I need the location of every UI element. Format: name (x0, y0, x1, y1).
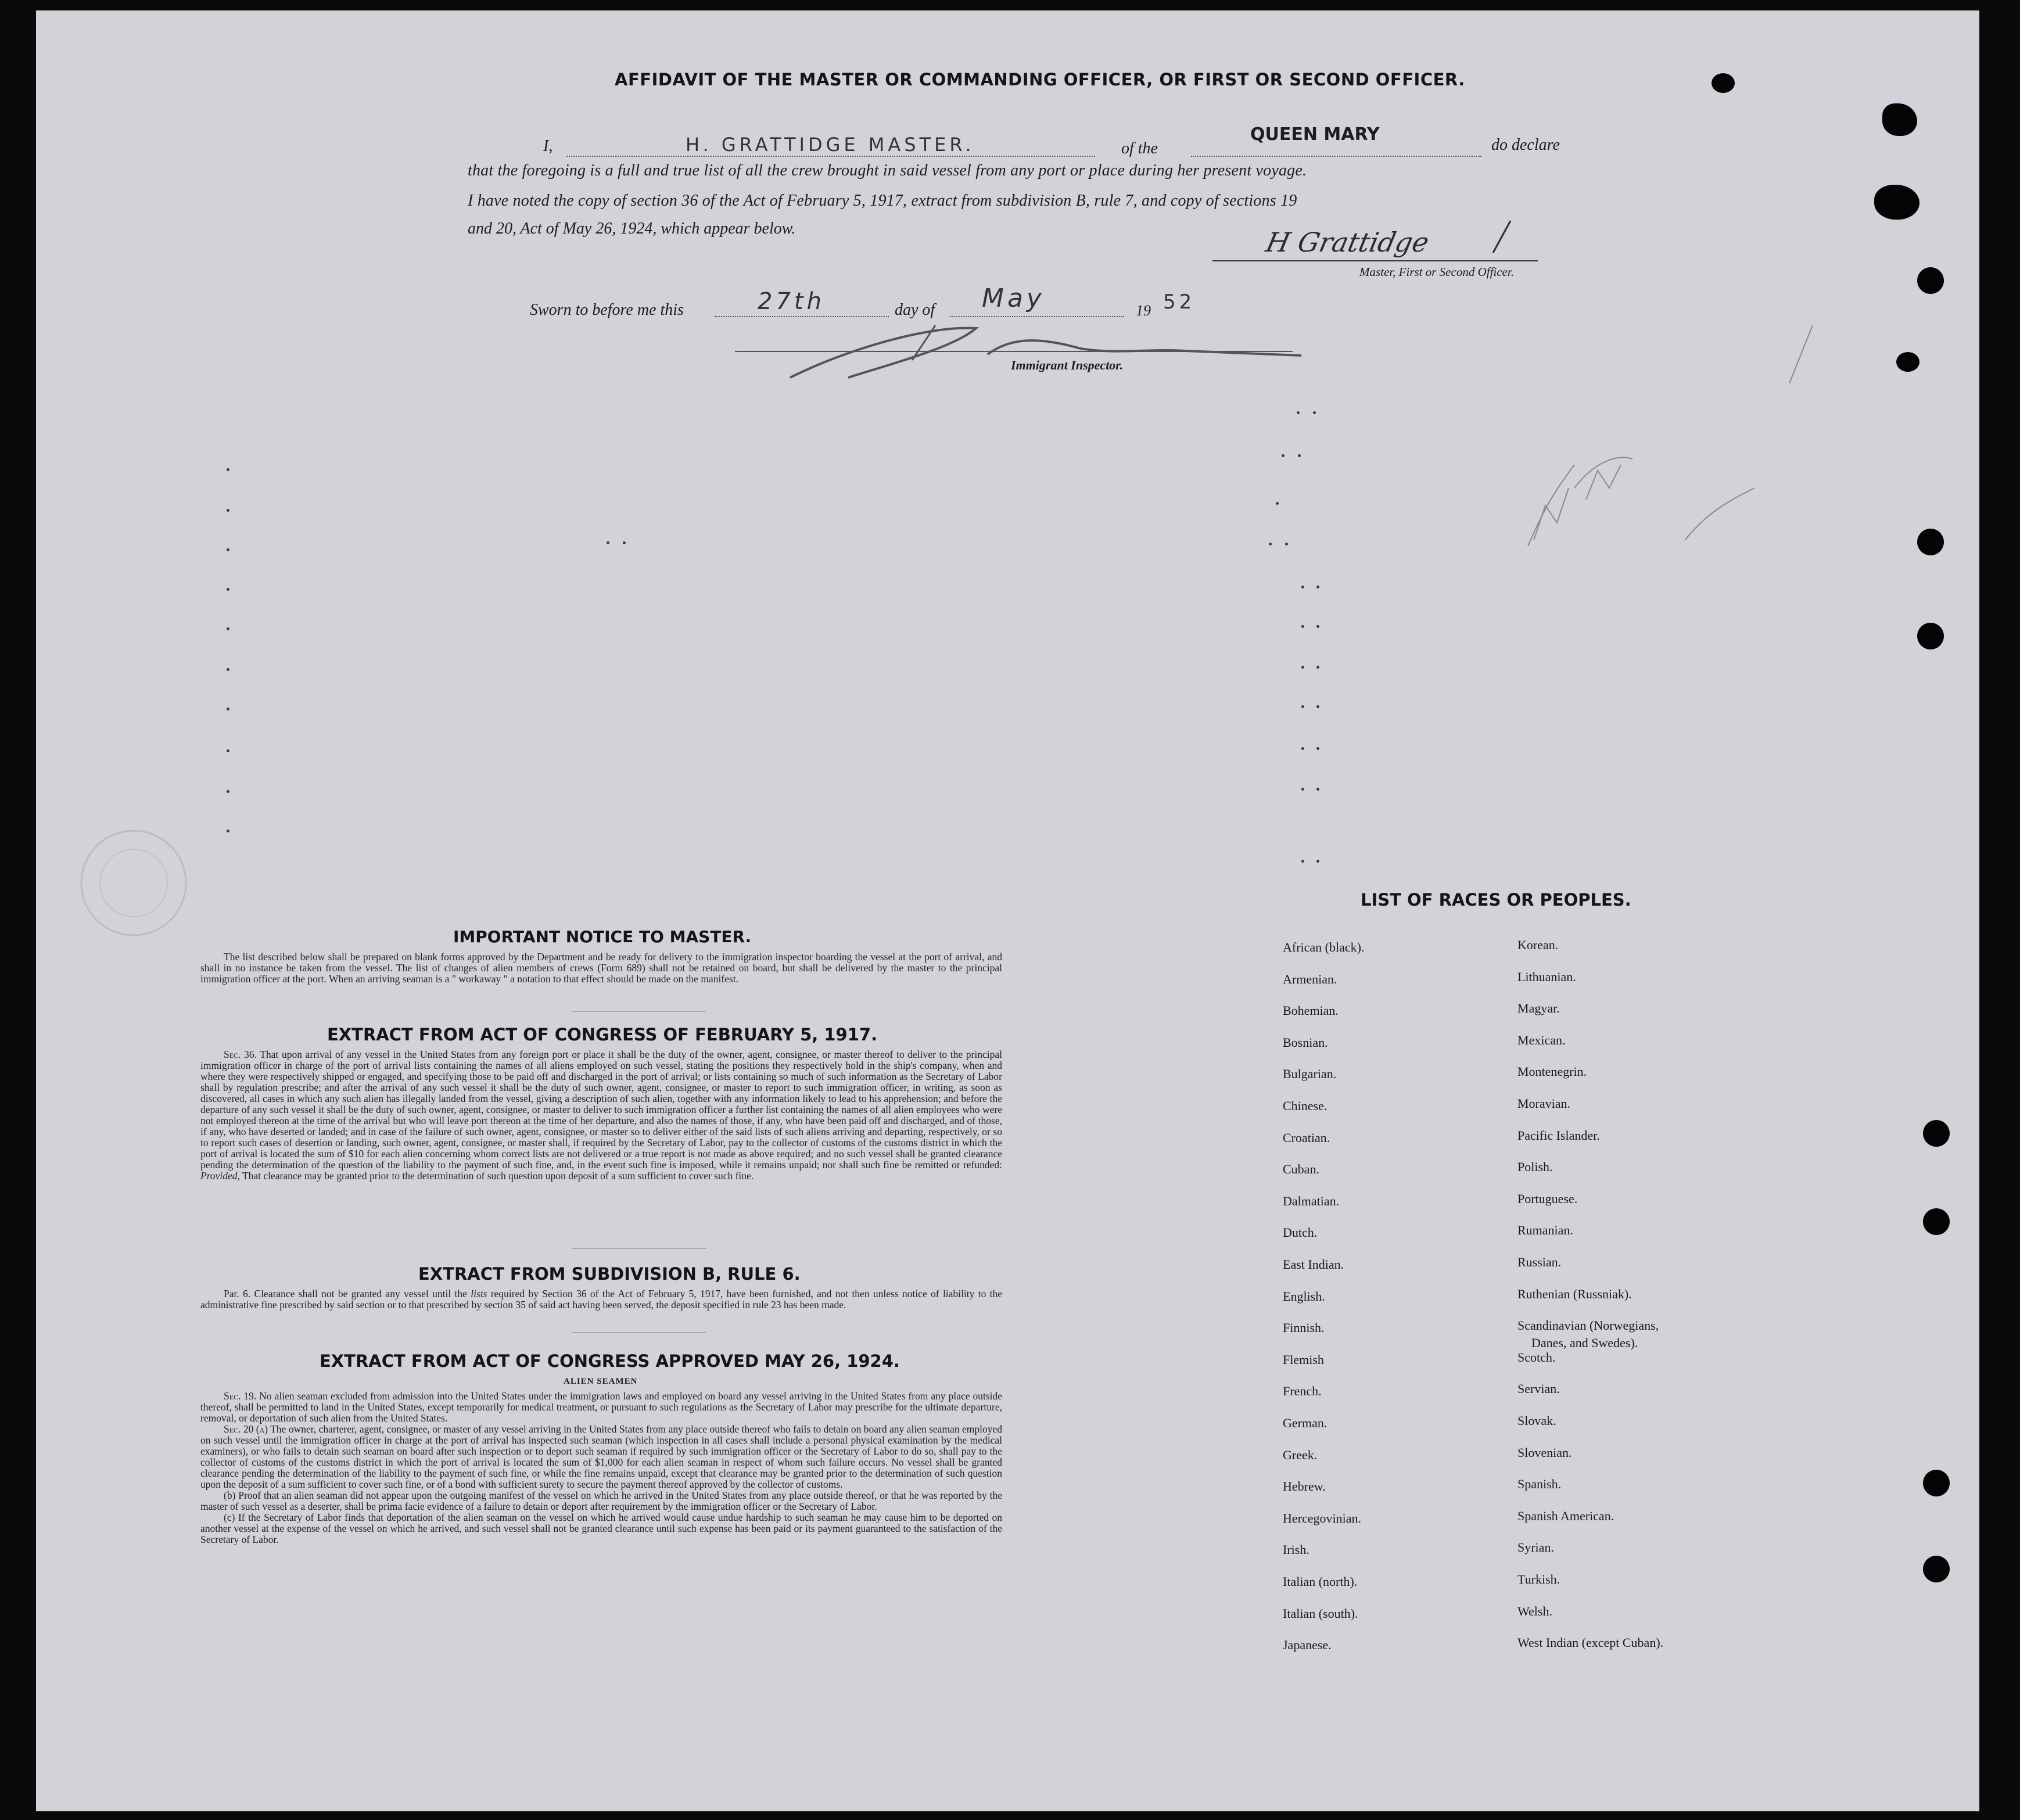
affidavit-body-line2: I have noted the copy of section 36 of the Act of February 5, 1917, extract from subdivision B, rule 7, and copy of sections 19 (468, 192, 1297, 210)
row-guide-dot (1301, 705, 1304, 708)
binder-hole (1917, 529, 1944, 555)
vessel-name: QUEEN MARY (1250, 124, 1380, 145)
sec-36-text-end: That clearance may be granted prior to the determination of such question upon deposit of a sum sufficient to cover such fine. (242, 1170, 754, 1182)
race-right-item: Magyar. (1517, 1001, 1560, 1015)
affidavit-body-line1: that the foregoing is a full and true list of all the crew brought in said vessel from any port or place during her present voyage. (468, 161, 1307, 180)
sworn-label: Sworn to before me this (530, 301, 684, 319)
row-guide-dot (1316, 666, 1319, 669)
rule6-text-b: required by Section 36 of the Act of February 5, 1917, have been furnished, and not then unless notice of liability to the administrative fine prescribed by said section or to that prescribed by section 35 of said act having been served, the deposit specified in rule 23 has been made. (200, 1288, 1003, 1311)
sec-19-text: No alien seaman excluded from admission into the United States under the immigration laws and employed on board any vessel arriving in the United States from any place outside thereof, shall be permitted to land in the United States, except temporarily for medical treatment, or pursuant to such regulations as the Secretary of Labor may prescribe for the ultimate departure, removal, or deportation of such alien from the United States. (200, 1390, 1002, 1424)
extract-1924-title: EXTRACT FROM ACT OF CONGRESS APPROVED MAY 26, 1924. (320, 1351, 900, 1371)
race-left-item: Dutch. (1283, 1225, 1318, 1240)
row-guide-dot (1316, 625, 1319, 628)
sec-20a-text: The owner, charterer, agent, consignee, or master of any vessel arriving in the United States from any place outside thereof who fails to detain on board any alien seaman employed on such vessel until the immigration officer in charge at the port of arrival has inspected such seaman (which inspection in all cases shall include a personal physical examination by the medical examiners), or who fails to detain such seaman on board after such inspection or to deport such seaman if required by such immigration officer or the Secretary of Labor to do so, shall pay to the collector of customs of the customs district in which the port of arrival is located the sum of $1,000 for each alien seaman in respect of whom such failure occurs. No vessel shall be granted clearance pending the determination of the liability to the payment of such fine, or while the fine remains unpaid, except that clearance may be granted prior to the determination of such question upon the deposit of a sum sufficient to cover such fine, or of a bond with sufficient surety to secure the payment thereof approved by the collector of customs. (200, 1423, 1002, 1490)
race-left-item: Italian (south). (1283, 1606, 1358, 1621)
lists-word: lists (471, 1288, 487, 1300)
race-right-item: Scotch. (1517, 1350, 1556, 1365)
affidavit-title: AFFIDAVIT OF THE MASTER OR COMMANDING OFFICER, OR FIRST OR SECOND OFFICER. (615, 70, 1465, 89)
sworn-day-handwritten: 27th (758, 288, 825, 315)
row-guide-dot (227, 830, 229, 832)
rule6-title: EXTRACT FROM SUBDIVISION B, RULE 6. (418, 1264, 801, 1284)
pencil-annotation (1510, 314, 1801, 500)
race-right-item: Portuguese. (1517, 1191, 1578, 1206)
sworn-year-suffix: 52 (1163, 290, 1196, 314)
race-right-item: Slovenian. (1517, 1445, 1572, 1460)
race-right-item: Spanish. (1517, 1477, 1562, 1491)
row-guide-dot (227, 790, 229, 793)
race-right-item: Lithuanian. (1517, 970, 1576, 984)
sec-20c-label: (c) (224, 1512, 235, 1523)
sec-20b-text: Proof that an alien seaman did not appear upon the outgoing manifest of the vessel on which he arrived in the United States from any place outside thereof, or that he was reported by the master of such vessel as a deserter, shall be prima facie evidence of a failure to detain or deport after requirement by the immigration officer or the Secretary of Labor. (200, 1489, 1002, 1512)
race-right-item: West Indian (except Cuban). (1517, 1635, 1664, 1650)
row-guide-dot (227, 588, 229, 591)
binder-hole (1712, 73, 1735, 93)
race-left-item: Bosnian. (1283, 1035, 1328, 1050)
sec-36-text: That upon arrival of any vessel in the United States from any foreign port or place it shall be the duty of the owner, agent, consignee, or master thereof to deliver to the principal immigration officer in charge of the port of arrival lists containing the names of all aliens employed on such vessel, stating the positions they respectively hold in the ship's company, when and where they were respectively shipped or engaged, and specifying those to be paid off and discharged in the port of arrival; or lists containing so much of such information as the Secretary of Labor shall by regulation prescribe; and after the arrival of any such vessel it shall be the duty of such owner, agent, consignee, or master to report to such immigration officer, in writing, as soon as discovered, all cases in which any such alien has illegally landed from the vessel, giving a description of such alien, together with any information likely to lead to his apprehension; and before the departure of any such vessel it shall be the duty of such owner, agent, consignee, or master to deliver to such immigration officer a further list containing the names of all alien employees who were not employed thereon at the time of the arrival but who will leave port thereon at the time of her departure, and also the names of those, if any, who have been paid off and discharged, and of those, if any, who have deserted or landed; and in case of the failure of such owner, agent, consignee, or master so to deliver either of the said lists of such aliens arriving and departing, respectively, or so to report such cases of desertion or landing, such owner, agent, consignee, or master shall, if required by the Secretary of Labor, pay to the collector of customs of the customs district in which the port of arrival is located the sum of $10 for each alien concerning whom correct lists are not delivered or a true report is not made as above required; and no such vessel shall be granted clearance pending the determination of the question of the liability to the payment of such fine, and, in the event such fine is imposed, while it remains unpaid; nor shall such fine be remitted or refunded: (200, 1049, 1002, 1171)
race-right-item: Montenegrin. (1517, 1064, 1587, 1079)
provided-word: Provided, (200, 1170, 240, 1182)
sec-20c-text: If the Secretary of Labor finds that deportation of the alien seaman on the vessel on which he arrived would cause undue hardship to such seaman he may cause him to be deported on another vessel at the expense of the vessel on which he arrived, and such vessel shall not be granted clearance until such expense has been paid or its payment guaranteed to the satisfaction of the Secretary of Labor. (200, 1512, 1003, 1545)
race-right-item: Russian. (1517, 1255, 1562, 1269)
race-left-item: Japanese. (1283, 1638, 1332, 1652)
inspector-signature (778, 314, 1301, 383)
binder-hole (1923, 1556, 1950, 1582)
race-right-item: Moravian. (1517, 1096, 1571, 1111)
race-right-item: Welsh. (1517, 1604, 1552, 1618)
affidavit-of-the: of the (1121, 139, 1158, 157)
binder-hole (1874, 185, 1919, 220)
row-guide-dot (1301, 666, 1304, 669)
par-6-label: Par. 6. (224, 1288, 251, 1300)
race-left-item: German. (1283, 1416, 1327, 1430)
race-right-item: Rumanian. (1517, 1223, 1573, 1237)
race-left-item: Bulgarian. (1283, 1067, 1337, 1081)
inspector-caption: Immigrant Inspector. (1011, 358, 1124, 372)
race-right-item: Slovak. (1517, 1413, 1556, 1428)
row-guide-dot (1301, 625, 1304, 628)
race-left-item: East Indian. (1283, 1257, 1344, 1272)
race-right-item: Spanish American. (1517, 1509, 1614, 1523)
race-left-item: Chinese. (1283, 1099, 1327, 1113)
row-guide-dot (1301, 788, 1304, 791)
row-guide-dot (1316, 747, 1319, 750)
race-left-item: Croatian. (1283, 1130, 1330, 1145)
vessel-name-line (1191, 156, 1481, 157)
binder-hole (1923, 1470, 1950, 1496)
signature-flourish (1487, 221, 1534, 256)
row-guide-dot (1276, 502, 1279, 505)
extract-1917-title: EXTRACT FROM ACT OF CONGRESS OF FEBRUARY 5, 1917. (327, 1025, 878, 1044)
race-left-item: Flemish (1283, 1352, 1324, 1367)
notice-body (200, 952, 1002, 985)
rule6-text-a: Clearance shall not be granted any vessel until the (254, 1288, 467, 1300)
sworn-month-handwritten: May (982, 283, 1045, 313)
row-guide-dot (1298, 454, 1301, 457)
race-right-item: Turkish. (1517, 1572, 1560, 1586)
row-guide-dot (227, 749, 229, 752)
binder-hole (1917, 623, 1944, 649)
alien-seamen-subtitle: ALIEN SEAMEN (564, 1377, 638, 1386)
master-name-line (566, 156, 1095, 157)
race-right-item: Servian. (1517, 1381, 1560, 1396)
row-guide-dot (227, 468, 229, 471)
race-right-item: Ruthenian (Russniak). (1517, 1287, 1632, 1301)
race-left-item: Italian (north). (1283, 1574, 1358, 1589)
row-guide-dot (1282, 454, 1285, 457)
affidavit-body-line3: and 20, Act of May 26, 1924, which appear below. (468, 220, 796, 238)
row-guide-dot (1313, 411, 1316, 414)
race-left-item: Bohemian. (1283, 1003, 1339, 1018)
row-guide-dot (1285, 543, 1288, 545)
sec-20b-label: (b) (224, 1489, 236, 1501)
row-guide-dot (227, 668, 229, 671)
race-left-item: Cuban. (1283, 1162, 1319, 1176)
row-guide-dot (1269, 543, 1272, 545)
extract-1917-body (200, 1049, 1002, 1182)
row-guide-dot (1301, 860, 1304, 863)
row-guide-dot (1316, 586, 1319, 588)
affidavit-lead-i: I, (543, 137, 553, 155)
race-left-item: Hebrew. (1283, 1479, 1326, 1494)
race-left-item: English. (1283, 1289, 1325, 1304)
binder-hole (1917, 267, 1944, 294)
race-left-item: Irish. (1283, 1542, 1309, 1557)
race-right-item: Pacific Islander. (1517, 1128, 1600, 1143)
sec-19-label: Sec. 19. (224, 1390, 257, 1402)
rule6-body (200, 1288, 1002, 1311)
master-signature-caption: Master, First or Second Officer. (1359, 265, 1514, 279)
binder-hole (1896, 352, 1919, 372)
master-signature-line (1212, 260, 1538, 261)
race-right-item: Danes, and Swedes). (1531, 1336, 1638, 1350)
faint-stamp (76, 825, 192, 941)
row-guide-dot (1316, 860, 1319, 863)
race-left-item: Greek. (1283, 1448, 1318, 1462)
extract-1924-body (200, 1391, 1002, 1545)
row-guide-dot (1316, 705, 1319, 708)
row-guide-dot (1301, 747, 1304, 750)
affidavit-do-declare: do declare (1491, 136, 1560, 154)
master-name-handwritten: H. GRATTIDGE MASTER. (686, 134, 975, 156)
race-right-item: Scandinavian (Norwegians, (1517, 1318, 1659, 1333)
race-left-item: African (black). (1283, 940, 1365, 954)
sec-36-label: Sec. 36. (224, 1049, 257, 1060)
row-guide-dot (1297, 411, 1300, 414)
race-right-item: Syrian. (1517, 1540, 1554, 1555)
master-signature: H Grattidge (1263, 227, 1432, 258)
races-title: LIST OF RACES OR PEOPLES. (1361, 890, 1631, 910)
binder-hole (1923, 1120, 1950, 1147)
race-left-item: Finnish. (1283, 1320, 1325, 1335)
race-right-item: Korean. (1517, 938, 1559, 952)
row-guide-dot (607, 541, 609, 544)
row-guide-dot (227, 708, 229, 710)
binder-hole (1923, 1208, 1950, 1235)
sec-20a-label: Sec. 20 (a) (224, 1423, 268, 1435)
race-left-item: Armenian. (1283, 972, 1337, 986)
sworn-year-prefix: 19 (1136, 302, 1151, 319)
row-guide-dot (227, 509, 229, 512)
race-left-item: Dalmatian. (1283, 1194, 1340, 1208)
notice-body-text: The list described below shall be prepared on blank forms approved by the Department and be ready for delivery to the immigration inspector boarding the vessel at the port of arrival, and shall in no instance be taken from the vessel. The list of changes of alien members of crews (Form 689) shall not be retained on board, but shall be delivered by the master to the principal immigration officer at the port. When an arriving seaman is a " workaway " a notation to that effect should be made on the manifest. (200, 951, 1002, 985)
race-right-item: Mexican. (1517, 1033, 1566, 1047)
row-guide-dot (623, 541, 626, 544)
row-guide-dot (227, 548, 229, 551)
race-left-item: French. (1283, 1384, 1322, 1398)
row-guide-dot (1316, 788, 1319, 791)
sworn-day-of: day of (895, 301, 935, 319)
inspector-signature-line (735, 351, 1293, 352)
race-right-item: Polish. (1517, 1160, 1553, 1174)
race-left-item: Hercegovinian. (1283, 1511, 1361, 1525)
notice-title: IMPORTANT NOTICE TO MASTER. (453, 927, 752, 946)
row-guide-dot (227, 627, 229, 630)
row-guide-dot (1301, 586, 1304, 588)
